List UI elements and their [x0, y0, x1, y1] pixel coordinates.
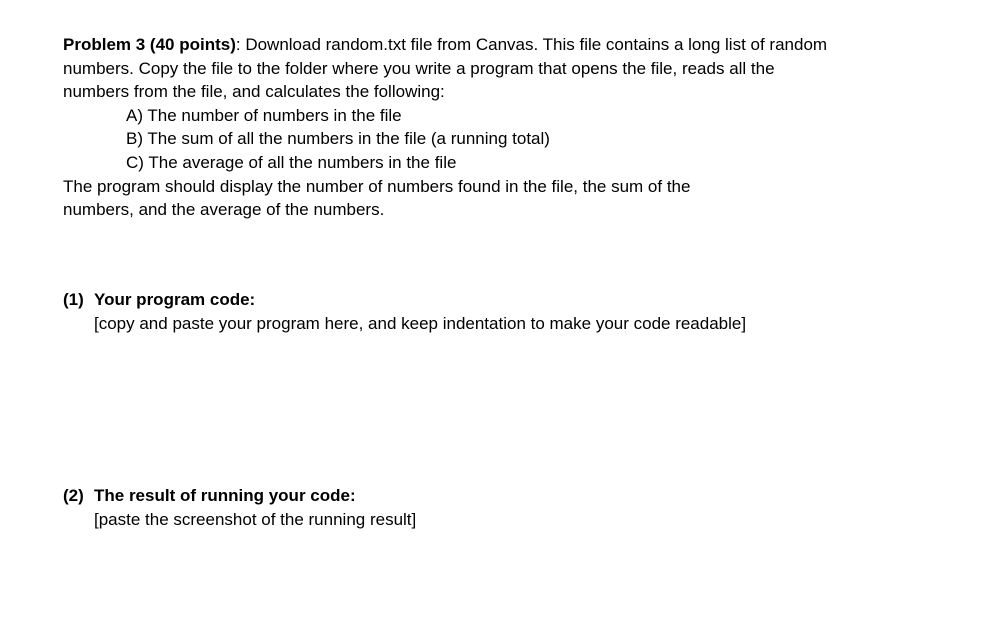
problem-intro-text: : Download random.txt file from Canvas. This file contains a long list of random [235, 35, 828, 54]
section-instruction: [copy and paste your program here, and keep indentation to make your code readable] [94, 314, 747, 333]
problem-intro-line-3: numbers from the file, and calculates the following: [63, 82, 445, 102]
section-title: The result of running your code: [94, 486, 356, 505]
requirement-item-b: B) The sum of all the numbers in the file (a running total) [126, 129, 550, 149]
problem-statement [63, 33, 943, 222]
closing-line-2: numbers, and the average of the numbers. [63, 200, 385, 220]
section-run-result [63, 484, 943, 532]
requirements-list [63, 104, 943, 175]
requirement-item-a: A) The number of numbers in the file [126, 105, 402, 125]
section-number: (2) [63, 486, 84, 505]
section-heading [63, 288, 943, 312]
requirement-item-c: C) The average of all the numbers in the file [126, 152, 457, 172]
closing-line-1: The program should display the number of numbers found in the file, the sum of the [63, 176, 691, 196]
section-program-code [63, 288, 943, 336]
section-title: Your program code: [94, 290, 256, 309]
problem-intro-line-2: numbers. Copy the file to the folder where you write a program that opens the file, reads all the [63, 58, 775, 78]
section-instruction: [paste the screenshot of the running result] [94, 510, 417, 529]
section-heading [63, 484, 943, 508]
section-number: (1) [63, 290, 84, 309]
problem-title: Problem 3 (40 points) [63, 35, 236, 54]
problem-intro-line-1 [63, 33, 943, 57]
